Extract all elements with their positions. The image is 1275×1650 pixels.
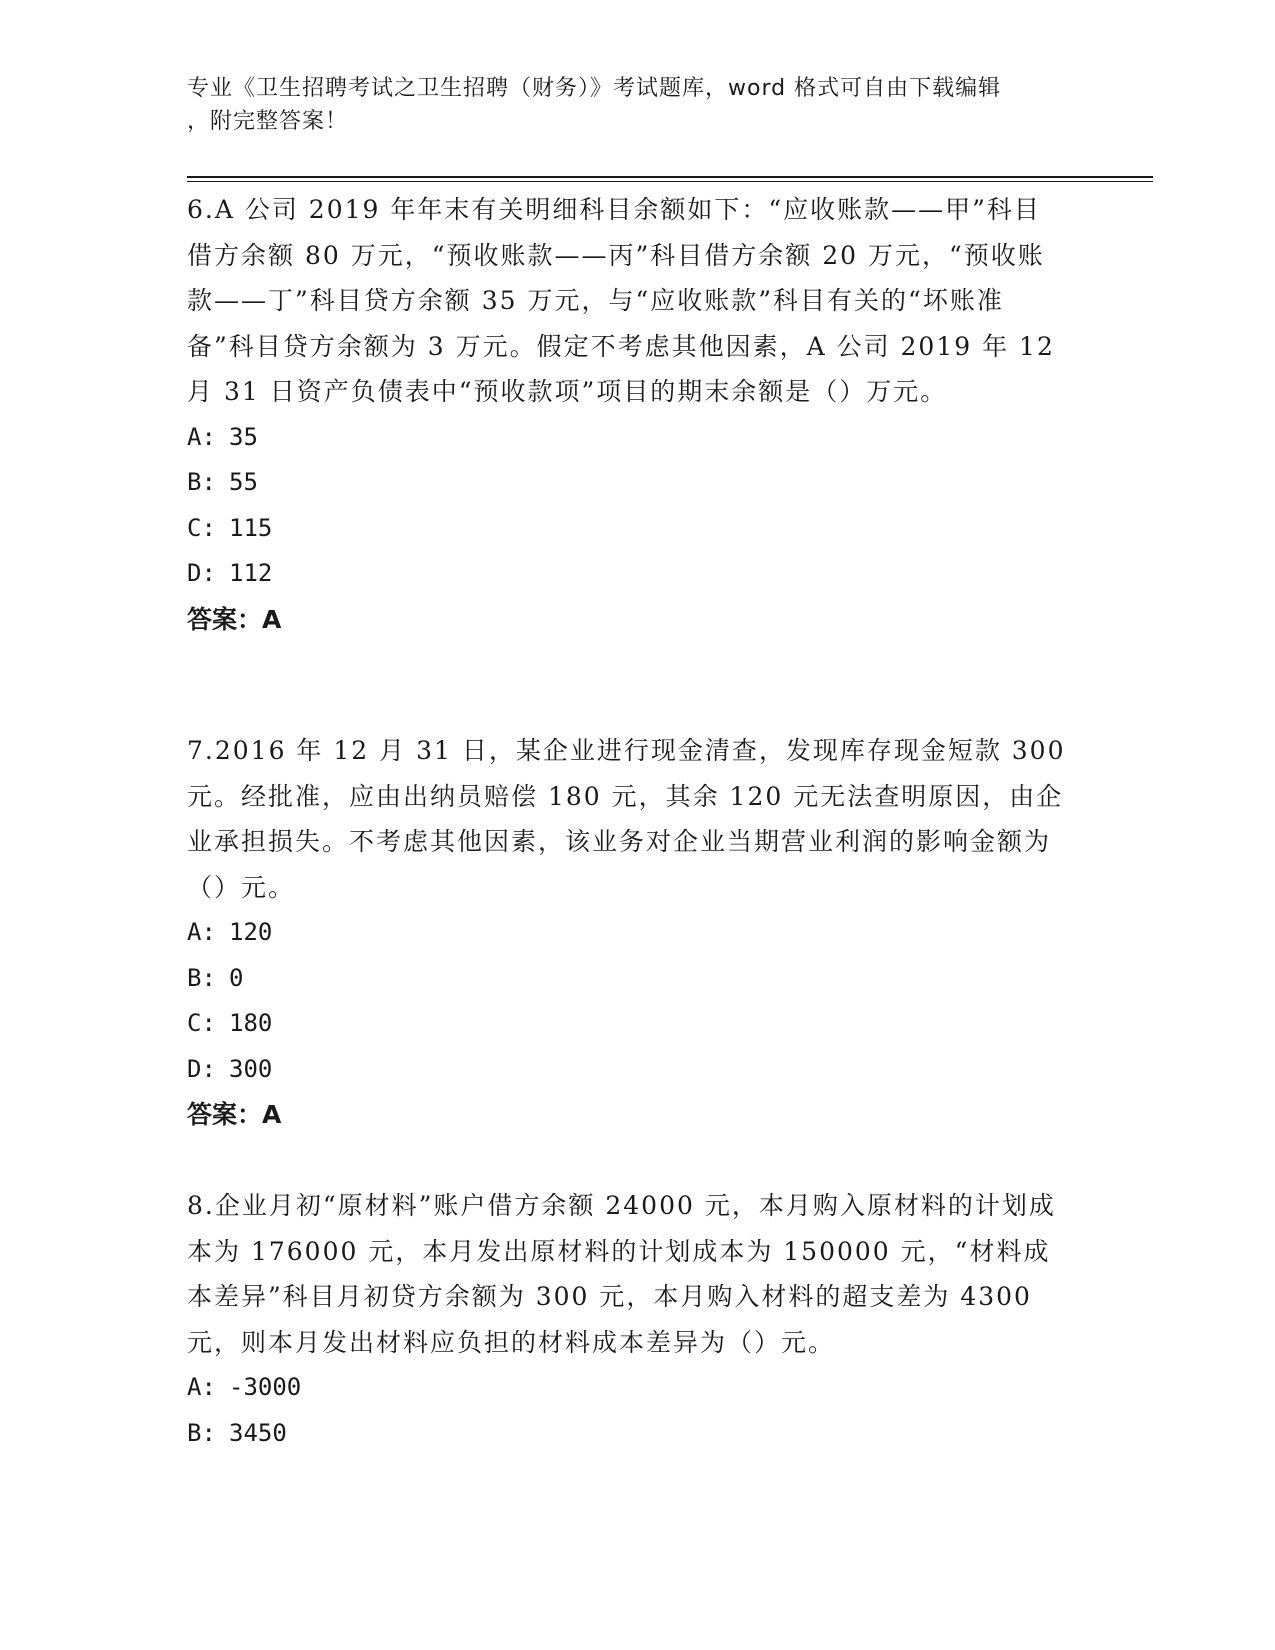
answer-label: 答案：A — [187, 604, 282, 634]
option-d — [187, 1047, 1067, 1093]
option-letter: A: — [187, 1373, 216, 1401]
option-text: 35 — [229, 422, 258, 451]
option-c — [187, 1001, 1067, 1047]
answer-label: 答案：A — [187, 1100, 282, 1129]
header-divider-thick — [187, 176, 1153, 178]
option-letter: B: — [187, 468, 216, 496]
header-line-2: ，附完整答案！ — [187, 109, 349, 134]
option-text: 112 — [229, 559, 273, 587]
header-divider-thin — [187, 181, 1153, 182]
option-letter: A: — [187, 422, 216, 451]
option-d — [187, 551, 1067, 597]
option-text: 300 — [229, 1054, 273, 1083]
option-text: 120 — [229, 918, 273, 946]
option-c — [187, 506, 1067, 552]
option-b — [187, 1411, 1067, 1457]
question-stem: 6.A 公司 2019 年年末有关明细科目余额如下：“应收账款——甲”科目借方余额 80 万元，“预收账款——丙”科目借方余额 20 万元，“预收账款——丁”科目贷方余额 35 万元，与“应收账款”科目有关的“坏账准备”科目贷方余额为 3 万元。假定不考虑其他因素，A 公司 2019 年 12 月 31 日资产负债表中“预收款项”项目的期末余额是（）万元。 — [187, 195, 1055, 406]
option-text: 3450 — [229, 1418, 287, 1447]
option-text: 115 — [229, 513, 273, 542]
question-6 — [187, 187, 1067, 642]
question-7 — [187, 728, 1067, 1138]
option-text: -3000 — [229, 1373, 302, 1401]
option-letter: D: — [187, 1054, 216, 1083]
question-stem: 7.2016 年 12 月 31 日，某企业进行现金清查，发现库存现金短款 300 元。经批准，应由出纳员赔偿 180 元，其余 120 元无法查明原因，由企业承担损失。不考虑其他因素，该业务对企业当期营业利润的影响金额为（）元。 — [187, 736, 1066, 902]
header-line-1: 专业《卫生招聘考试之卫生招聘（财务）》考试题库，word 格式可自由下载编辑 — [187, 76, 1002, 101]
question-stem: 8.企业月初“原材料”账户借方余额 24000 元，本月购入原材料的计划成本为 176000 元，本月发出原材料的计划成本为 150000 元，“材料成本差异”科目月初贷方余额为 300 元，本月购入材料的超支差为 4300 元，则本月发出材料应负担的材料成本差异为（）元。 — [187, 1191, 1056, 1357]
option-letter: A: — [187, 918, 216, 946]
option-letter: B: — [187, 963, 216, 992]
option-b — [187, 460, 1067, 506]
option-b — [187, 956, 1067, 1002]
document-header — [187, 72, 1067, 138]
option-text: 180 — [229, 1009, 273, 1037]
option-letter: C: — [187, 513, 216, 542]
question-8 — [187, 1183, 1067, 1456]
option-text: 55 — [229, 468, 258, 496]
option-a — [187, 1365, 1067, 1411]
option-a — [187, 415, 1067, 461]
option-letter: B: — [187, 1418, 216, 1447]
option-text: 0 — [229, 963, 244, 992]
option-letter: D: — [187, 559, 216, 587]
option-a — [187, 910, 1067, 956]
option-letter: C: — [187, 1009, 216, 1037]
